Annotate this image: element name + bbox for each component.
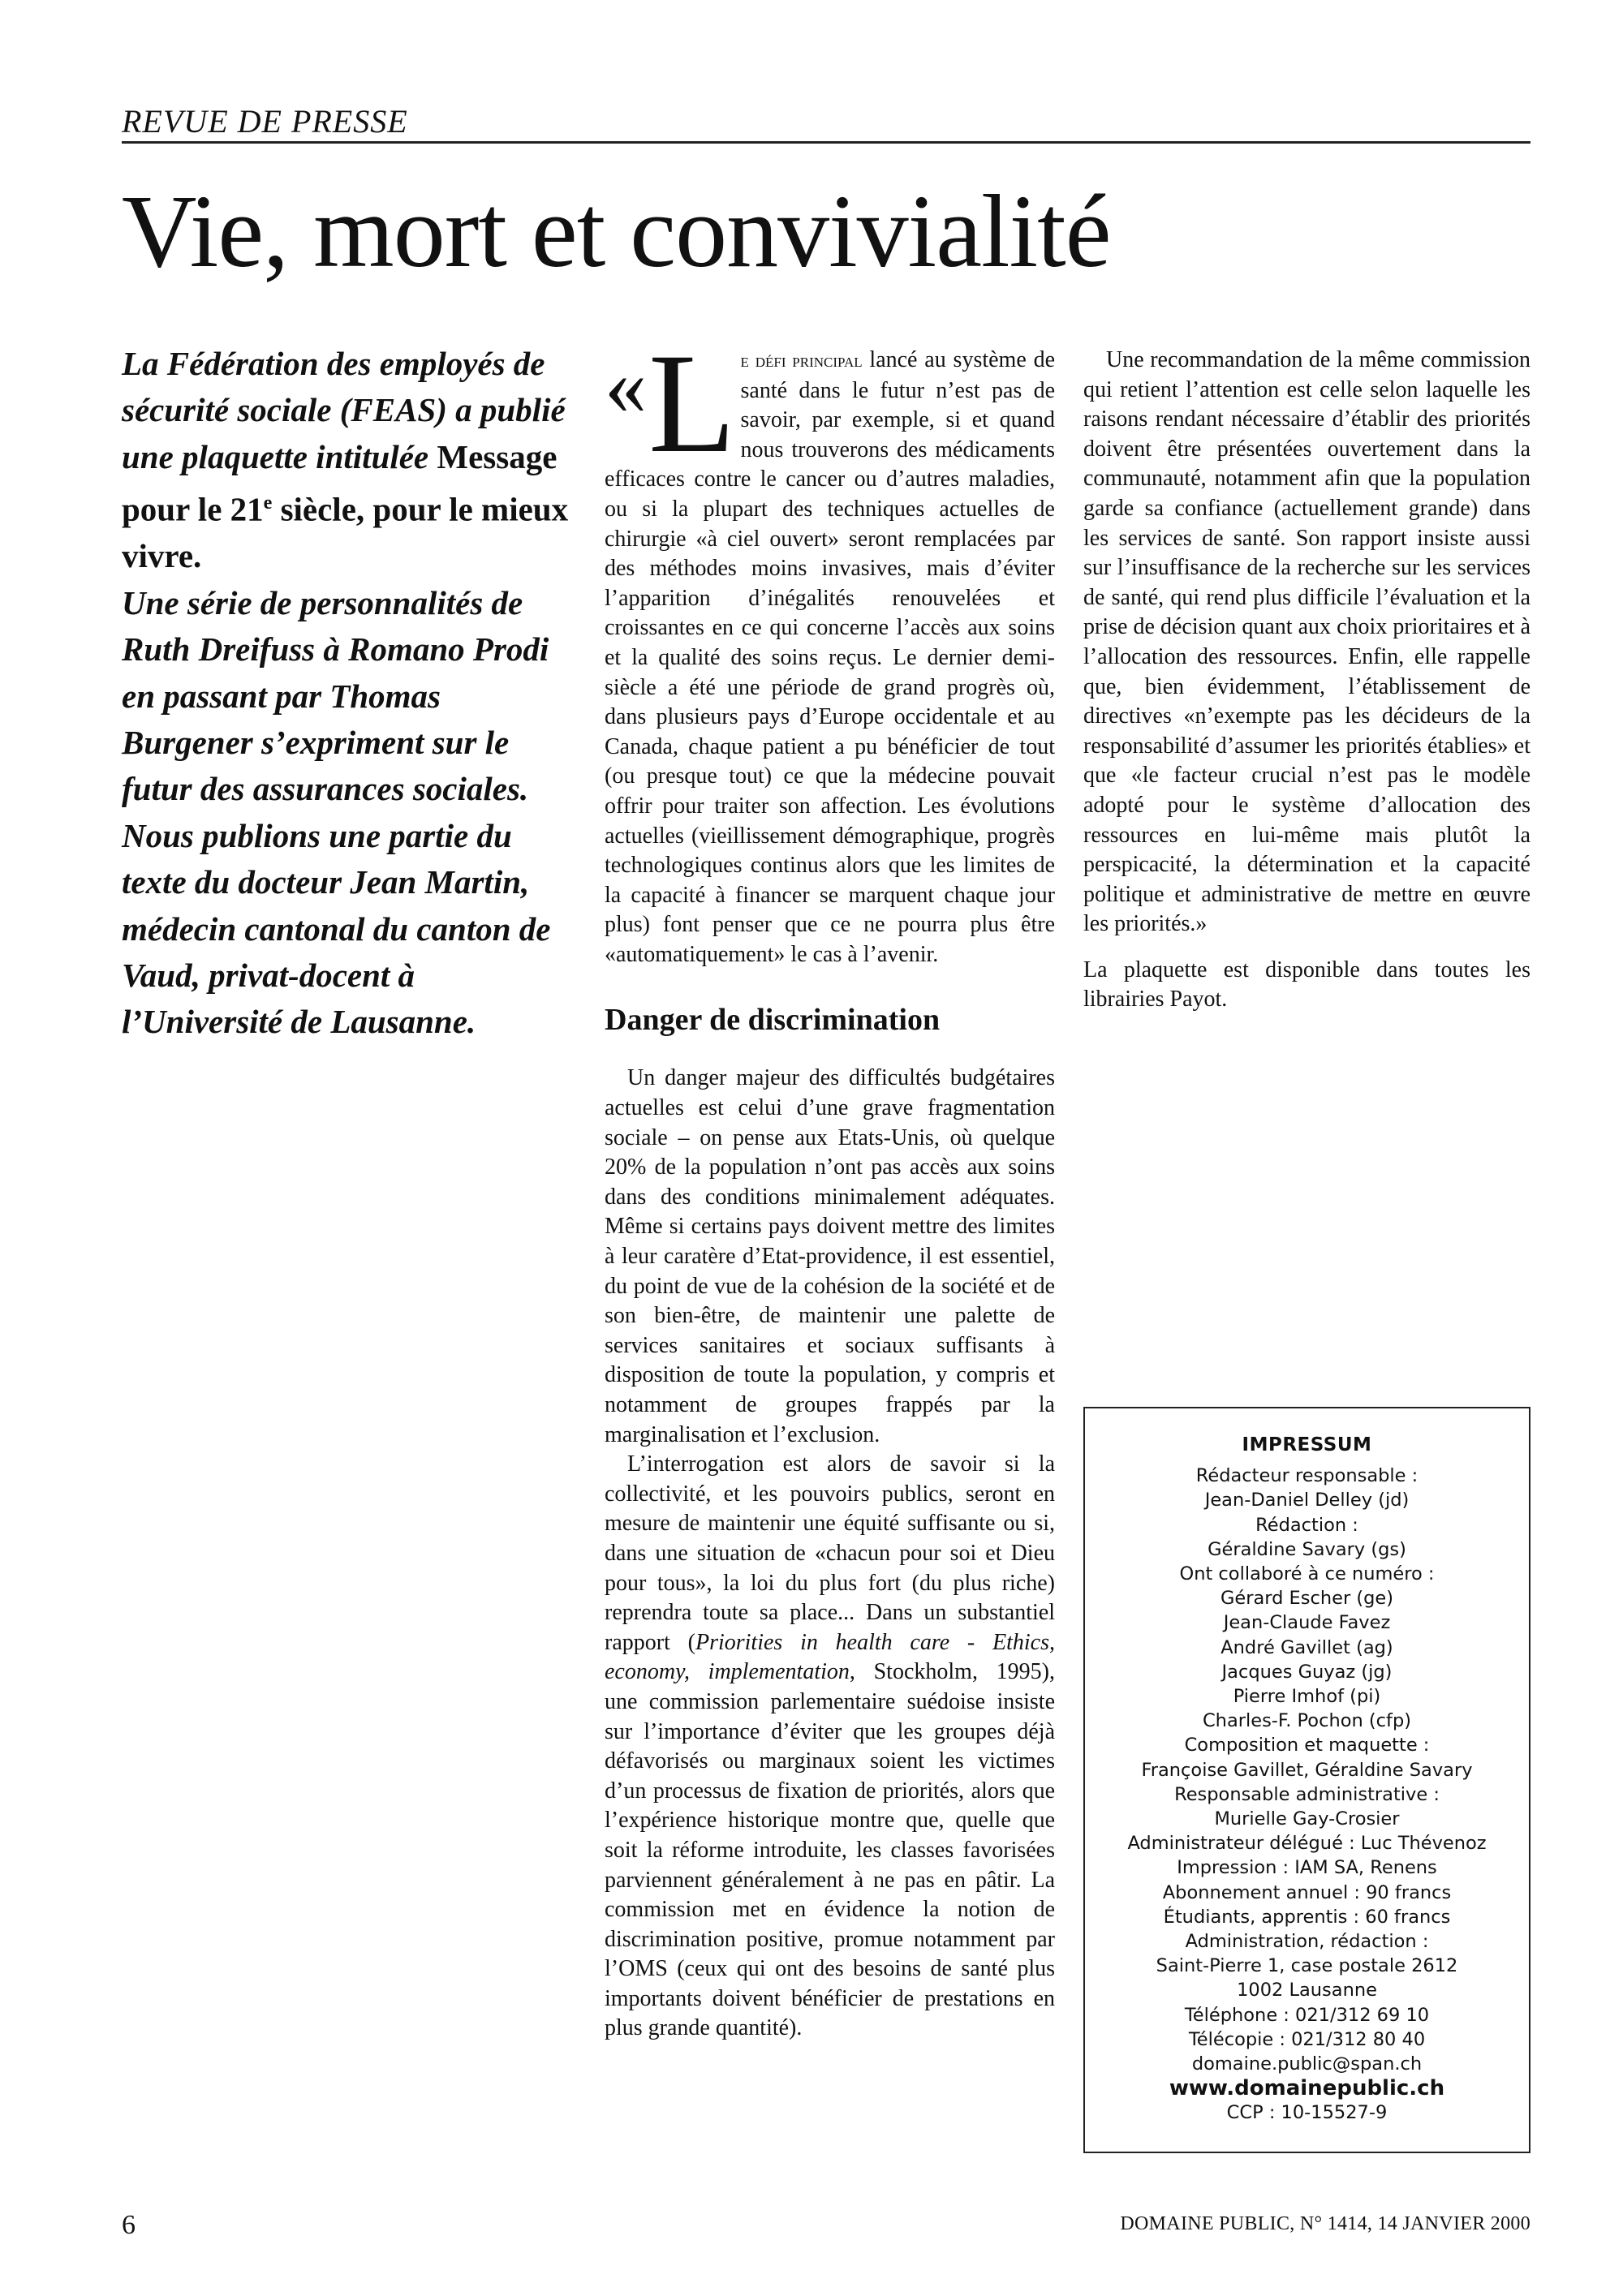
impressum-line: Jean-Claude Favez <box>1223 1612 1391 1634</box>
report-title: Priorities in health care - Ethics, economy, implementation <box>605 1629 1055 1685</box>
article-paragraph-1 <box>605 325 1056 970</box>
impressum-line: Abonnement annuel : 90 francs <box>1162 1881 1452 1903</box>
intro-paragraph-2: Une série de personnalités de Ruth Dreifuss à Romano Prodi en passant par Thomas Burgener s’expriment sur le futur des assurances sociales. <box>122 583 549 808</box>
article-paragraph-3 <box>605 1450 1055 2044</box>
impressum-line: Étudiants, apprentis : 60 francs <box>1163 1906 1451 1928</box>
impressum-website-link[interactable]: www.domainepublic.ch <box>1169 2076 1445 2101</box>
impressum-line: Gérard Escher (ge) <box>1220 1588 1394 1610</box>
intro-publication-title: Message pour le 21 <box>122 437 558 528</box>
article-column-right <box>1083 346 1530 1015</box>
impressum-line: Administration, rédaction : <box>1185 1931 1429 1953</box>
impressum-box <box>1083 1407 1530 2153</box>
impressum-email[interactable]: domaine.public@span.ch <box>1191 2053 1423 2075</box>
page-number: 6 <box>122 2210 136 2240</box>
intro-text: La Fédération des employés de sécurité sociale (FEAS) a publié une plaquette intitulée <box>122 345 566 475</box>
impressum-line: Télécopie : 021/312 80 40 <box>1188 2028 1426 2050</box>
intro-paragraph-3: Nous publions une partie du texte du docteur Jean Martin, médecin cantonal du canton de Vaud, privat-docent à l’Université de Lausanne. <box>122 816 551 1041</box>
impressum-line: Impression : IAM SA, Renens <box>1177 1857 1437 1879</box>
impressum-line: Jean-Daniel Delley (jd) <box>1204 1490 1410 1511</box>
impressum-line: Téléphone : 021/312 69 10 <box>1184 2004 1430 2026</box>
impressum-line: 1002 Lausanne <box>1237 1980 1377 2001</box>
subheading: Danger de discrimination <box>605 1003 941 1038</box>
impressum-line: Composition et maquette : <box>1184 1735 1430 1756</box>
impressum-line: Charles-F. Pochon (cfp) <box>1202 1710 1412 1732</box>
impressum-line: Rédaction : <box>1255 1514 1358 1536</box>
header-rule <box>122 141 1530 144</box>
impressum-line: Géraldine Savary (gs) <box>1208 1538 1406 1560</box>
intro-paragraph-1 <box>122 341 576 580</box>
impressum-line: Ont collaboré à ce numéro : <box>1179 1563 1435 1585</box>
impressum-line: André Gavillet (ag) <box>1220 1636 1393 1658</box>
impressum-line: Saint-Pierre 1, case postale 2612 <box>1156 1955 1458 1977</box>
intro-standfirst <box>122 341 576 1046</box>
impressum-line: Administrateur délégué : Luc Thévenoz <box>1127 1833 1487 1855</box>
intro-superscript: e <box>263 492 273 514</box>
impressum-line: Responsable administrative : <box>1174 1783 1440 1805</box>
impressum-ccp: CCP : 10-15527-9 <box>1226 2102 1388 2124</box>
article-text: lancé au système de santé dans le futur n’est pas de savoir, par exemple, si et quand nous trouverons des médicaments efficaces contre le cancer ou d’autres maladies, ou si la plupart des techniques actuelles de chirurgie «à ciel ouvert» seront remplacées par des méthodes moins invasives, mais d’éviter l’apparition d’inégalités renouvelées et croissantes en ce qui concerne l’accès aux soins et la qualité des soins reçus. Le dernier demi-siècle a été une période de grand progrès où, dans plusieurs pays d’Europe occidentale et au Canada, chaque patient a pu bénéficier de tout (ou presque tout) ce que la médecine pouvait offrir pour traiter son affection. Les évolutions actuelles (vieillissement démographique, progrès technologiques continus alors que les limites de la capacité à financer se marquent chaque jour plus) font penser que ce ne pourra plus être «automatiquement» le cas à l’avenir. <box>605 347 1056 967</box>
impressum-line: Pierre Imhof (pi) <box>1233 1686 1381 1708</box>
article-column-middle <box>605 325 1056 2044</box>
drop-quote: « <box>605 339 647 432</box>
impressum-line: Rédacteur responsable : <box>1195 1465 1419 1487</box>
lead-in: e défi principal <box>740 350 863 372</box>
impressum-line: Jacques Guyaz (jg) <box>1221 1661 1393 1683</box>
impressum-line: Murielle Gay-Crosier <box>1214 1808 1400 1830</box>
article-text-continued: , Stockholm, 1995), une commission parlementaire suédoise insiste sur l’importance d’éviter que les groupes déjà défavorisés ou marginaux soient les victimes d’un processus de fixation de priorités, alors que l’expérience historique montre que, quelle que soit la réforme introduite, les classes favorisées parviennent généralement à ne pas en pâtir. La commission met en évidence la notion de discrimination positive, promue notamment par l’OMS (ceux qui ont des besoins de santé plus importants doivent bénéficier de prestations en plus grande quantité). <box>605 1659 1056 2041</box>
article-paragraph-4: Une recommandation de la même commission qui retient l’attention est celle selon laquelle les raisons rendant nécessaire d’établir des priorités doivent être présentées ouvertement dans la communauté, notamment afin que la population garde sa confiance (actuellement grande) dans les services de santé. Son rapport insiste aussi sur l’insuffisance de la recherche sur les services de santé, qui rend plus difficile l’évaluation et la prise de décision quant aux choix prioritaires et à l’allocation des ressources. Enfin, elle rappelle que, bien évidemment, l’établissement de directives «n’exempte pas les décideurs de la responsabilité d’assumer les priorités établies» et que «le facteur crucial n’est pas le modèle adopté pour le système d’allocation des ressources en lui-même mais plutôt la perspicacité, la détermination et la capacité politique et administrative de mettre en œuvre les priorités.» <box>1083 347 1530 937</box>
page-title: Vie, mort et convivialité <box>122 174 1111 289</box>
section-label: REVUE DE PRESSE <box>122 103 408 140</box>
article-text: L’interrogation est alors de savoir si la collectivité, et les pouvoirs publics, seront en mesure de maintenir une équité suffisante ou si, dans une situation de «chacun pour soi et Dieu pour tous», la loi du plus fort (du plus riche) reprendra toute sa place... Dans un substantiel rapport ( <box>605 1451 1055 1655</box>
article-paragraph-2: Un danger majeur des difficultés budgétaires actuelles est celui d’une grave fragmentation sociale – on pense aux Etats-Unis, où quelque 20% de la population n’ont pas accès aux soins dans des conditions minimalement adéquates. Même si certains pays doivent mettre des limites à leur caratère d’Etat-providence, il est essentiel, du point de vue de la cohésion de la société et de son bien-être, de maintenir une palette de services sanitaires et sociaux suffisants à disposition de toute la population, y compris et notamment de groupes frappés par la marginalisation et l’exclusion. <box>605 1065 1055 1447</box>
intro-publication-title-end: siècle, pour le mieux vivre. <box>122 490 569 575</box>
drop-cap: L <box>648 325 736 483</box>
impressum-title: IMPRESSUM <box>1242 1434 1372 1455</box>
impressum-line: Françoise Gavillet, Géraldine Savary <box>1141 1759 1473 1781</box>
availability-note: La plaquette est disponible dans toutes les librairies Payot. <box>1083 957 1530 1013</box>
running-footer: DOMAINE PUBLIC, N° 1414, 14 JANVIER 2000 <box>1120 2213 1530 2234</box>
